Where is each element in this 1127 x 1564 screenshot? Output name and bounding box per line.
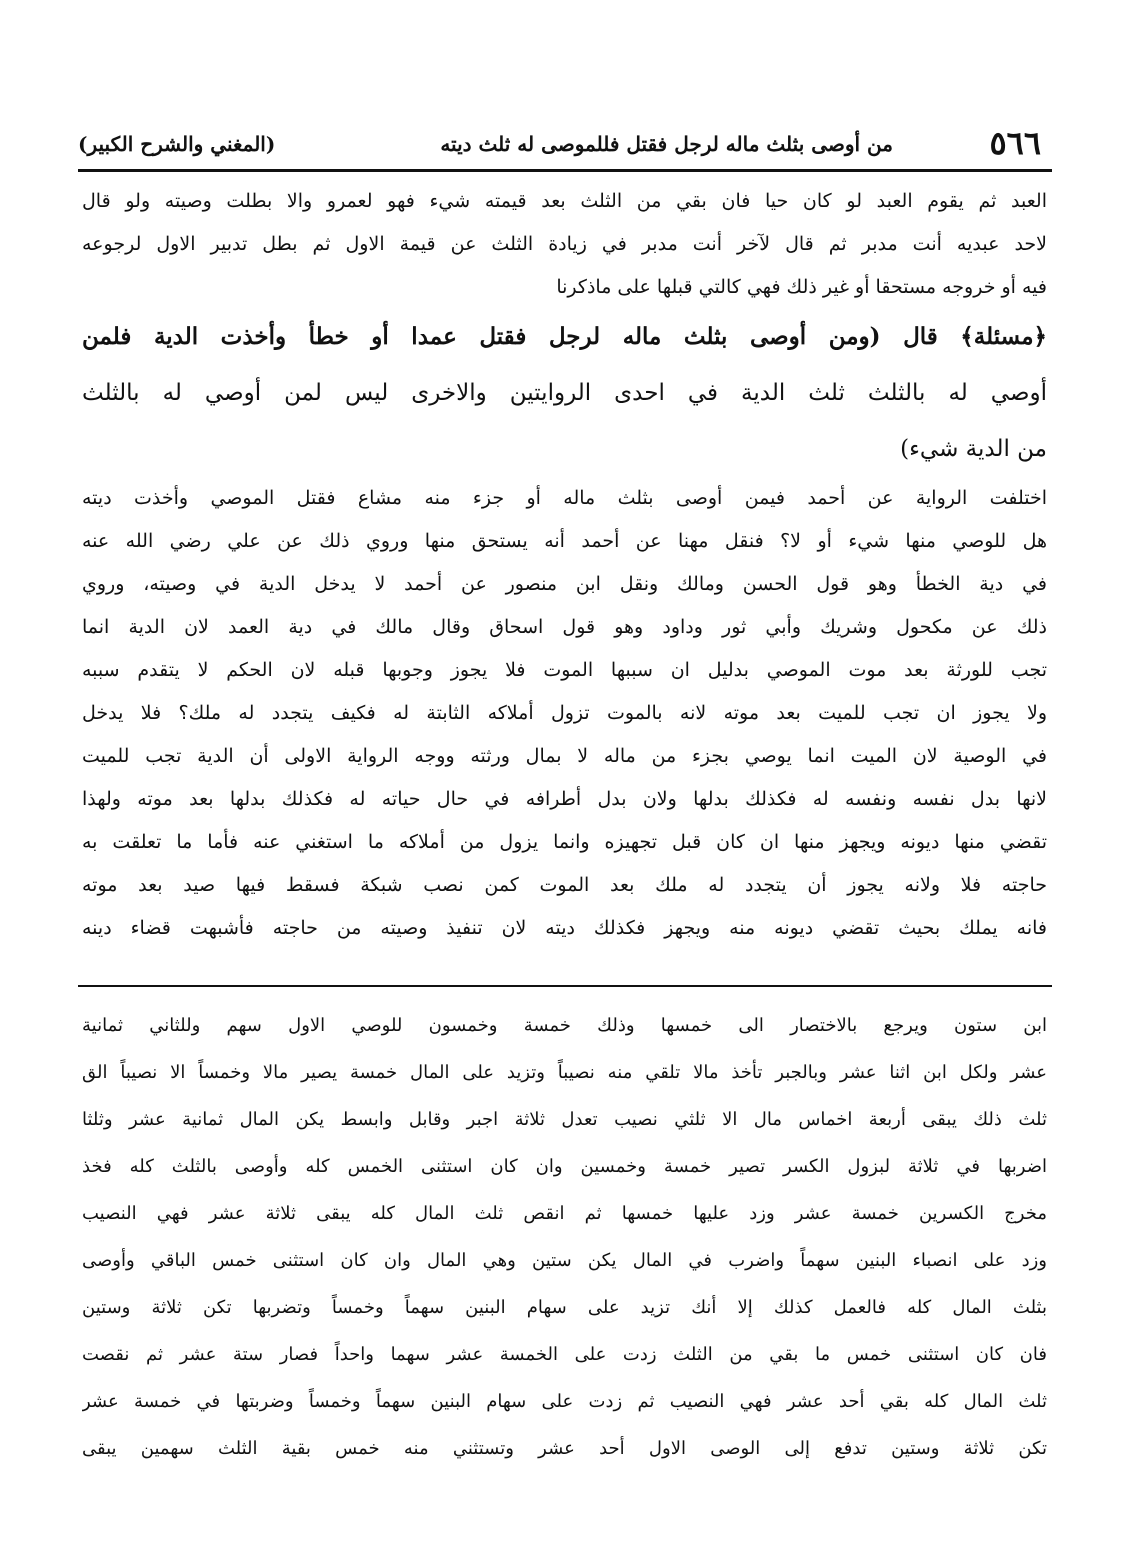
book-title: (المغني والشرح الكبير) (78, 132, 276, 156)
commentary-line: ذلك عن مكحول وشريك وأبي ثور وداود وهو قول اسحاق وقال مالك في دية العمد لان الدية انما (82, 616, 1047, 638)
footnote-line: مخرج الكسرين خمسة عشر وزد عليها خمسها ثم انقص ثلث المال كله يبقى ثلاثة عشر فهي النصيب (82, 1203, 1047, 1224)
footnote-text (82, 1002, 1047, 1472)
commentary-line: ولا يجوز ان تجب للميت بعد موته لانه بالموت تزول أملاكه الثابتة له فكيف يتجدد له ملك؟ فلا يدخل (82, 702, 1047, 724)
footnote-line: وزد على انصباء البنين سهماً واضرب في المال يكن ستين وهي المال وان كان استثنى خمس الباقي وأوصى (82, 1250, 1047, 1271)
commentary-line: حاجته فلا ولانه يجوز أن يتجدد له ملك بعد الموت كمن نصب شبكة فسقط فيها صيد بعد موته (82, 874, 1047, 896)
commentary-line: تجب للورثة بعد موت الموصي بدليل ان سببها الموت فلا يجوز وجوبها قبله لان الحكم لا يتقدم سببه (82, 659, 1047, 681)
text-line: لاحد عبديه أنت مدبر ثم قال لآخر أنت مدبر في زيادة الثلث عن قيمة الاول ثم بطل تدبير الاول لرجوعه (82, 233, 1047, 255)
footnote-separator (78, 985, 1052, 987)
main-text (82, 180, 1047, 950)
header-rule (78, 169, 1052, 172)
commentary-line: في دية الخطأ وهو قول الحسن ومالك ونقل ابن منصور عن أحمد لا يدخل الدية في وصيته، وروي (82, 573, 1047, 595)
page-number: ٥٦٦ (989, 124, 1041, 162)
commentary-line: هل للوصي منها شيء أو لا؟ فنقل مهنا عن أحمد أنه يستحق منها وروي ذلك عن علي رضي الله عنه (82, 530, 1047, 552)
masala-line: من الدية شيء) (900, 436, 1047, 462)
text-line: العبد ثم يقوم العبد لو كان حيا فان بقي من الثلث بعد قيمته شيء فهو لعمرو والا بطلت وصيته ولو قال (82, 190, 1047, 212)
commentary-line: لانها بدل نفسه ونفسه له فكذلك بدلها ولان بدل أطرافه في حال حياته له فكذلك بدلها بعد موته ولهذا (82, 788, 1047, 810)
footnote-line: تكن ثلاثة وستين تدفع إلى الوصى الاول أحد عشر وتستثني منه خمس بقية الثلث سهمين يبقى (82, 1438, 1047, 1459)
footnote-line: فان كان استثنى خمس ما بقي من الثلث زدت على الخمسة عشر سهما واحداً فصار ستة عشر ثم نقصت (82, 1344, 1047, 1365)
masala-line: أوصي له بالثلث ثلث الدية في احدى الروايتين والاخرى ليس لمن أوصي له بالثلث (82, 380, 1047, 406)
masala-line: ﴿مسئلة﴾ قال (ومن أوصى بثلث ماله لرجل فقتل عمدا أو خطأ وأخذت الدية فلمن (82, 323, 1047, 350)
commentary-line: فانه يملك بحيث تقضي ديونه منه ويجهز فكذلك ديته لان تنفيذ وصيته من حاجته فأشبهت قضاء دينه (82, 917, 1047, 939)
commentary-line: في الوصية لان الميت انما يوصي بجزء من ماله لا بمال ورثته ووجه الرواية الاولى أن الدية تجب للميت (82, 745, 1047, 767)
footnote-line: ثلث ذلك يبقى أربعة اخماس مال الا ثلثي نصيب تعدل ثلاثة اجبر وقابل وابسط يكن المال ثمانية عشر وثلثا (82, 1109, 1047, 1130)
footnote-line: بثلث المال كله فالعمل كذلك إلا أنك تزيد على سهام البنين سهماً وخمساً وتضربها تكن ثلاثة وستين (82, 1297, 1047, 1318)
footnote-line: ثلث المال كله بقي أحد عشر فهي النصيب ثم زدت على سهام البنين سهماً وخمساً وضربتها في خمسة عشر (82, 1391, 1047, 1412)
footnote-line: ابن ستون ويرجع بالاختصار الى خمسها وذلك خمسة وخمسون للوصي الاول سهم وللثاني ثمانية (82, 1015, 1047, 1036)
running-title: من أوصى بثلث ماله لرجل فقتل فللموصى له ثلث ديته (440, 132, 893, 156)
page-header (78, 120, 1053, 170)
text-line: فيه أو خروجه مستحقا أو غير ذلك فهي كالتي قبلها على ماذكرنا (556, 276, 1047, 298)
footnote-line: اضربها في ثلاثة لبزول الكسر تصير خمسة وخمسين وان كان استثنى الخمس كله وأوصى بالثلث كله فخذ (82, 1156, 1047, 1177)
footnote-line: عشر ولكل ابن اثنا عشر وبالجبر تأخذ مالا تلقي منه نصيباً وتزيد على المال خمسة يصير مالا وخمساً الا نصيباً الق (82, 1062, 1047, 1083)
commentary-line: اختلفت الرواية عن أحمد فيمن أوصى بثلث ماله أو جزء منه مشاع فقتل الموصي وأخذت ديته (82, 487, 1047, 509)
commentary-line: تقضي منها ديونه ويجهز منها ان كان قبل تجهيزه وانما يزول من أملاكه ما استغني عنه فأما ما تعلقت به (82, 831, 1047, 853)
